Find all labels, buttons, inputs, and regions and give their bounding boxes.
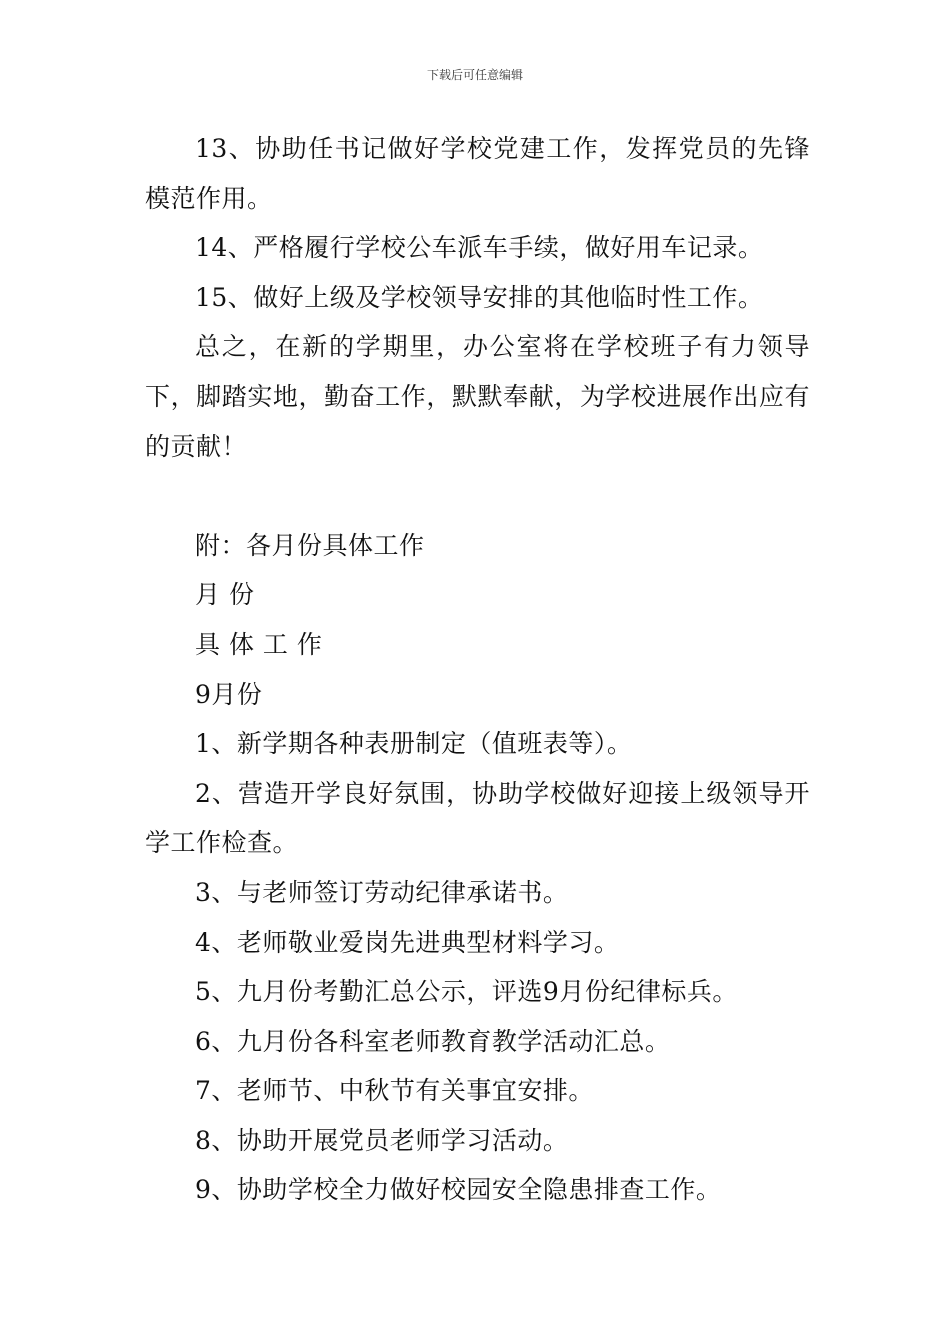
work-item-6: 6、九月份各科室老师教育教学活动汇总。 (195, 1026, 671, 1056)
work-item-3: 3、与老师签订劳动纪律承诺书。 (195, 877, 569, 907)
paragraph-item-15: 15、做好上级及学校领导安排的其他临时性工作。 (195, 282, 764, 312)
column-header-month: 月 份 (195, 580, 255, 610)
work-item-2: 2、营造开学良好氛围，协助学校做好迎接上级领导开学工作检查。 (145, 778, 810, 858)
column-header-work: 具 体 工 作 (195, 629, 323, 659)
work-item-1: 1、新学期各种表册制定（值班表等）。 (195, 729, 633, 759)
blank-line (145, 471, 810, 521)
paragraph-item-14: 14、严格履行学校公车派车手续，做好用车记录。 (195, 233, 764, 263)
paragraph-item-13: 13、协助任书记做好学校党建工作，发挥党员的先锋模范作用。 (145, 134, 810, 213)
work-item-5: 5、九月份考勤汇总公示，评选9月份纪律标兵。 (195, 977, 738, 1007)
document-body (145, 124, 810, 1215)
work-item-7: 7、老师节、中秋节有关事宜安排。 (195, 1076, 594, 1106)
work-item-8: 8、协助开展党员老师学习活动。 (195, 1125, 569, 1155)
month-label: 9月份 (195, 679, 263, 709)
work-item-9: 9、协助学校全力做好校园安全隐患排查工作。 (195, 1175, 722, 1205)
page-header-note: 下载后可任意编辑 (426, 68, 523, 82)
summary-paragraph: 总之，在新的学期里，办公室将在学校班子有力领导下，脚踏实地，勤奋工作，默默奉献，为学校进展作出应有的贡献！ (145, 332, 810, 461)
work-item-4: 4、老师敬业爱岗先进典型材料学习。 (195, 927, 620, 957)
appendix-title: 附：各月份具体工作 (195, 530, 425, 560)
